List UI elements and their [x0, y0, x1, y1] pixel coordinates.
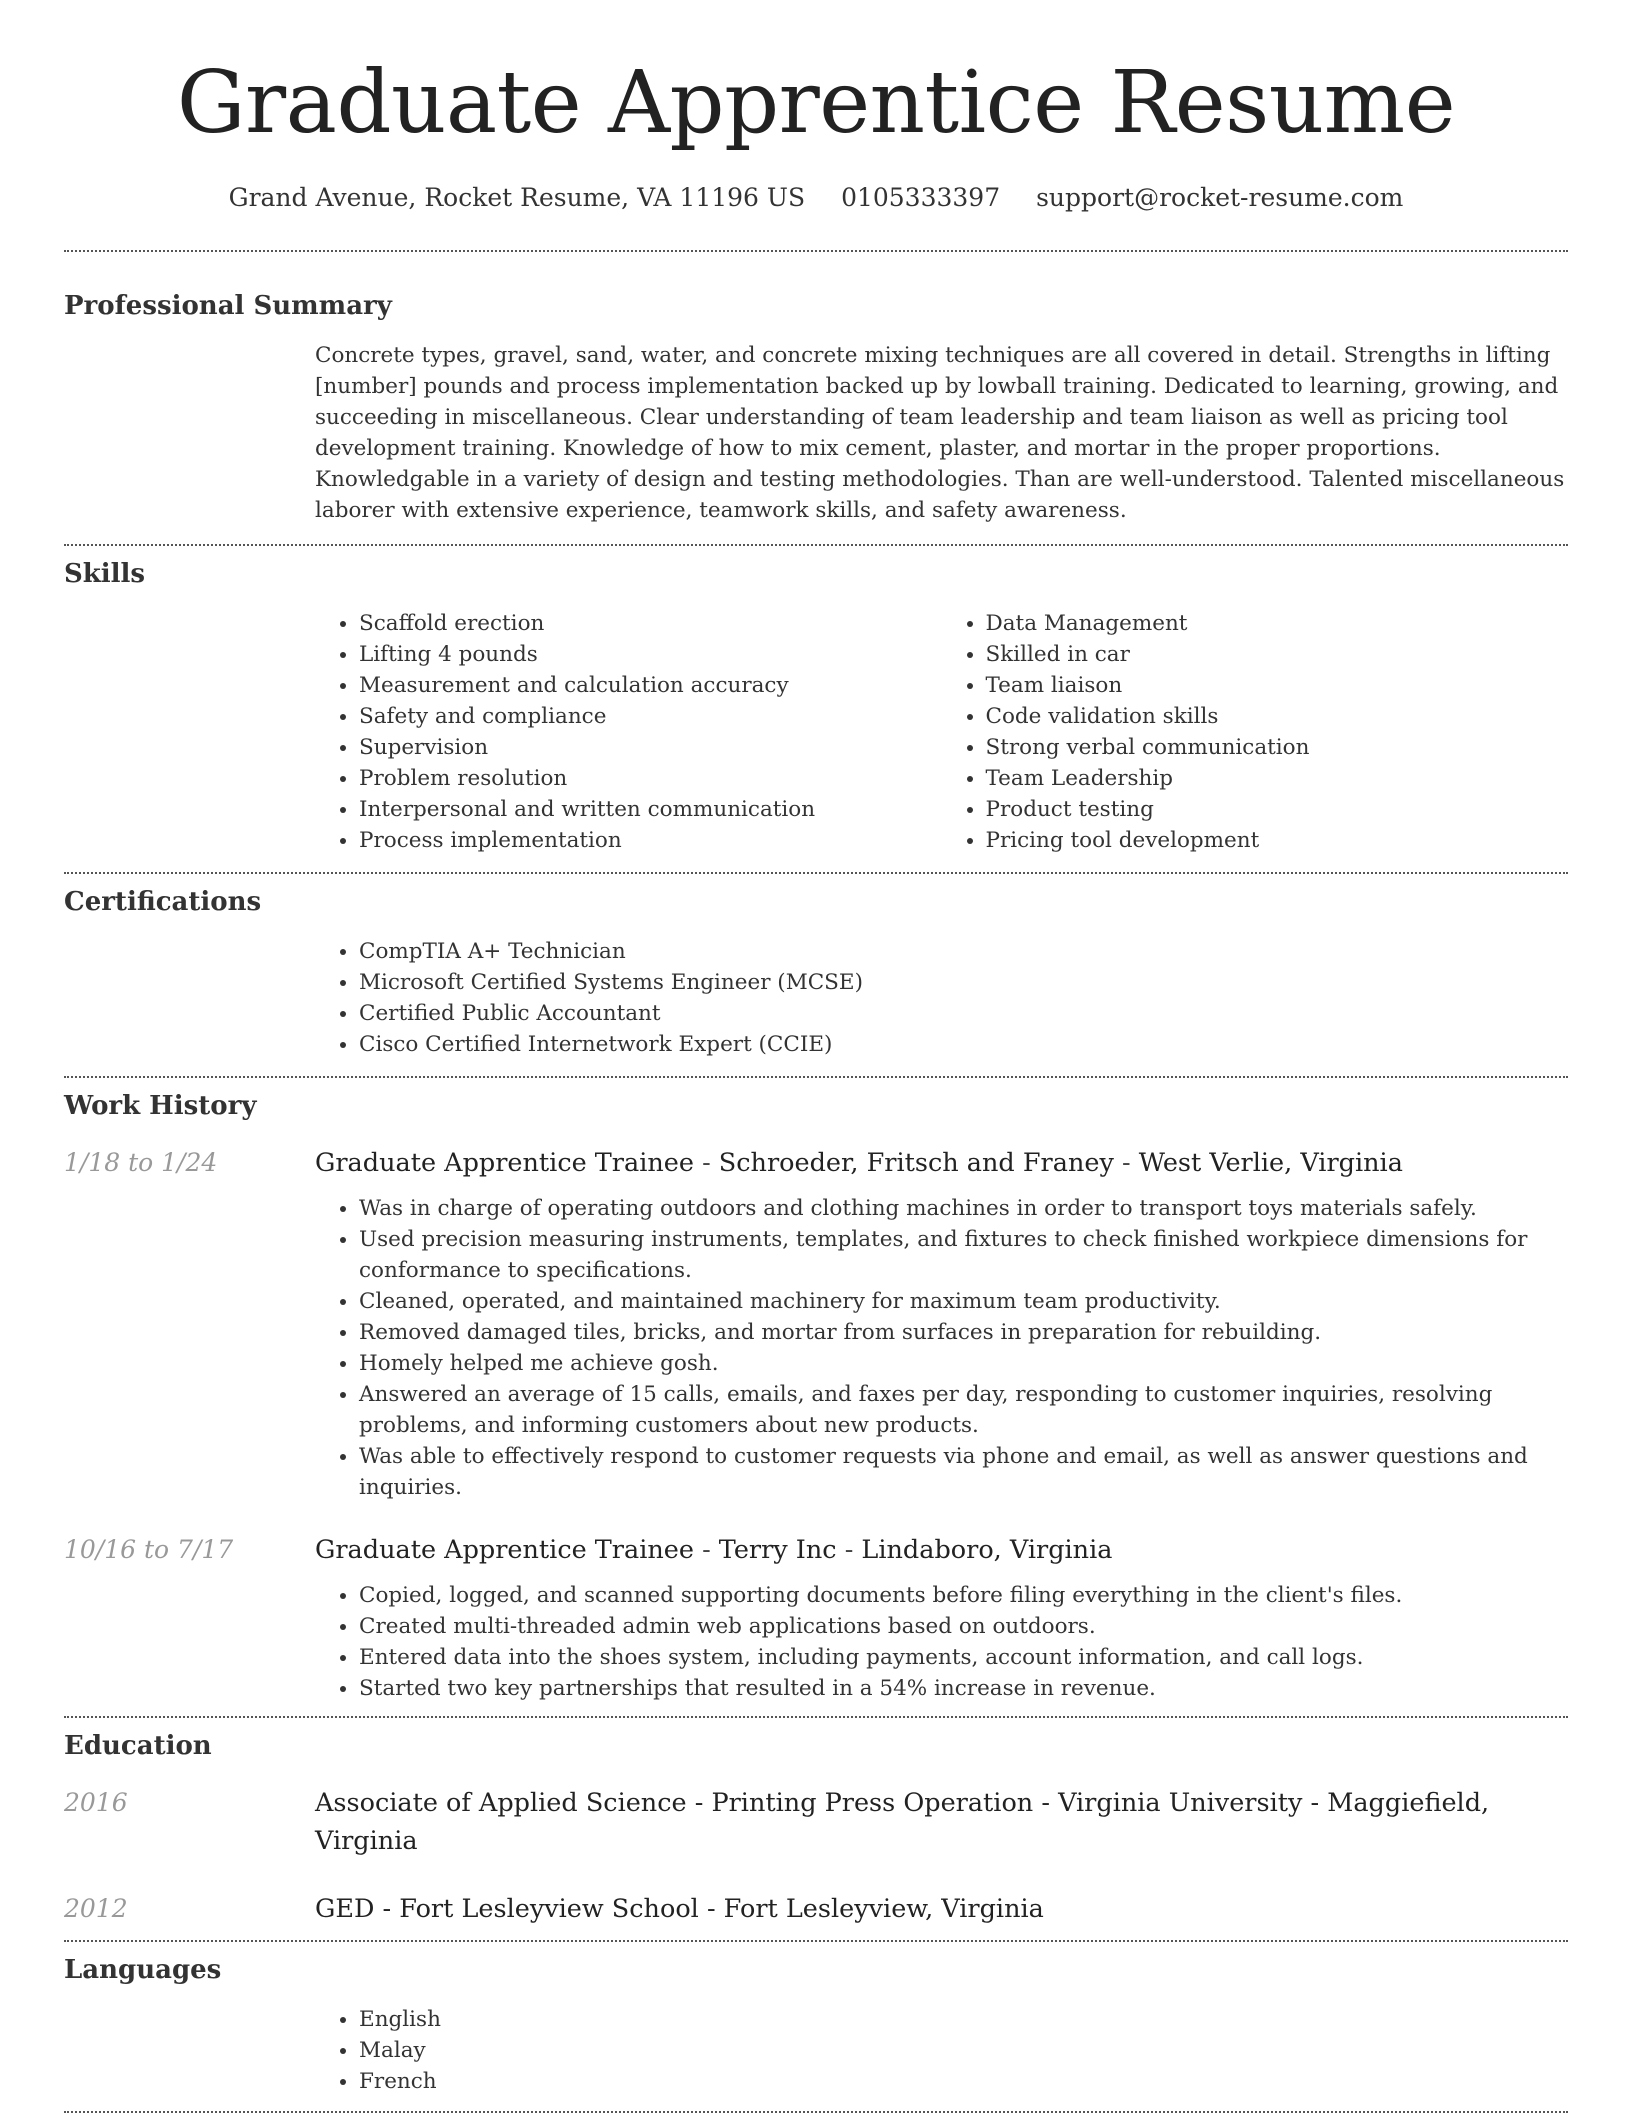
- education-entry: [64, 1784, 1568, 1860]
- divider: [64, 250, 1568, 252]
- separator: -: [1113, 1148, 1139, 1178]
- certifications-list: [315, 936, 1568, 1060]
- list-item: • Safety and compliance: [359, 701, 942, 732]
- list-item: • Homely helped me achieve gosh.: [359, 1348, 1568, 1379]
- separator: -: [686, 1788, 712, 1818]
- section-heading-certifications: Certifications: [64, 887, 262, 917]
- list-item: • Product testing: [986, 794, 1569, 825]
- separator: -: [374, 1894, 400, 1924]
- separator: -: [1302, 1788, 1328, 1818]
- list-item: • Certified Public Accountant: [359, 998, 1568, 1029]
- list-item: • Was in charge of operating outdoors and clothing machines in order to transport toys materials safely.: [359, 1193, 1568, 1224]
- divider: [64, 1940, 1568, 1942]
- separator: -: [698, 1894, 724, 1924]
- job-entry: [64, 1531, 1568, 1704]
- education-details: [315, 1784, 1568, 1860]
- education-year: 2016: [64, 1788, 128, 1817]
- list-item: • Problem resolution: [359, 763, 942, 794]
- education-school: Fort Lesleyview School: [399, 1894, 699, 1924]
- list-item: • Process implementation: [359, 825, 942, 856]
- list-item: • Started two key partnerships that resulted in a 54% increase in revenue.: [359, 1673, 1568, 1704]
- separator: -: [1033, 1788, 1059, 1818]
- job-company: Schroeder, Fritsch and Franey: [718, 1148, 1114, 1178]
- job-heading: [315, 1144, 1403, 1182]
- work-history-section: [64, 1088, 1568, 1704]
- contact-email: support@rocket-resume.com: [1036, 183, 1404, 212]
- divider: [64, 1716, 1568, 1718]
- list-item: • CompTIA A+ Technician: [359, 936, 1568, 967]
- list-item: • Entered data into the shoes system, including payments, account information, and call logs.: [359, 1642, 1568, 1673]
- job-heading: [315, 1531, 1112, 1569]
- languages-section: [64, 1952, 1568, 2097]
- job-date: 1/18 to 1/24: [64, 1148, 218, 1177]
- job-date: 10/16 to 7/17: [64, 1535, 234, 1564]
- list-item: • Answered an average of 15 calls, emails, and faxes per day, responding to customer inquiries, resolving problems, and informing customers about new products.: [359, 1379, 1568, 1441]
- skills-list-left: [315, 608, 942, 856]
- list-item: • Supervision: [359, 732, 942, 763]
- list-item: • Skilled in car: [986, 639, 1569, 670]
- job-location: West Verlie, Virginia: [1138, 1148, 1403, 1178]
- job-entry: [64, 1144, 1568, 1503]
- separator: -: [836, 1535, 862, 1565]
- list-item: • Measurement and calculation accuracy: [359, 670, 942, 701]
- divider: [64, 872, 1568, 874]
- list-item: • Team liaison: [986, 670, 1569, 701]
- list-item: • Malay: [359, 2035, 1568, 2066]
- list-item: • Team Leadership: [986, 763, 1569, 794]
- resume-title: Graduate Apprentice Resume: [176, 53, 1456, 153]
- list-item: • Cleaned, operated, and maintained machinery for maximum team productivity.: [359, 1286, 1568, 1317]
- skills-section: [64, 556, 1568, 856]
- list-item: • Data Management: [986, 608, 1569, 639]
- list-item: • Used precision measuring instruments, templates, and fixtures to check finished workpiece dimensions for conformance to specifications.: [359, 1224, 1568, 1286]
- education-details: [315, 1890, 1044, 1928]
- education-field: Printing Press Operation: [711, 1788, 1034, 1818]
- contact-phone: 0105333397: [841, 183, 1001, 212]
- section-heading-summary: Professional Summary: [64, 291, 392, 321]
- education-degree: GED: [315, 1894, 375, 1924]
- divider: [64, 1076, 1568, 1078]
- job-bullets: [315, 1193, 1568, 1503]
- education-section: [64, 1728, 1568, 1928]
- education-year: 2012: [64, 1894, 128, 1923]
- education-entry: [64, 1890, 1568, 1928]
- education-school: Virginia University: [1058, 1788, 1303, 1818]
- list-item: • Copied, logged, and scanned supporting documents before filing everything in the client's files.: [359, 1580, 1568, 1611]
- education-location: Fort Lesleyview, Virginia: [723, 1894, 1044, 1924]
- list-item: • Lifting 4 pounds: [359, 639, 942, 670]
- job-title: Graduate Apprentice Trainee: [315, 1535, 694, 1565]
- resume-page: [64, 0, 1568, 2113]
- list-item: • Pricing tool development: [986, 825, 1569, 856]
- section-heading-work-history: Work History: [64, 1091, 257, 1121]
- list-item: • Was able to effectively respond to customer requests via phone and email, as well as answer questions and inquiries.: [359, 1441, 1568, 1503]
- summary-text: Concrete types, gravel, sand, water, and concrete mixing techniques are all covered in detail. Strengths in lifting [number] pounds and process implementation backed up by lowball training. Dedicated to learning, growing, and succeeding in miscellaneous. Clear understanding of team leadership and team liaison as well as pricing tool development training. Knowledge of how to mix cement, plaster, and mortar in the proper proportions. Knowledgable in a variety of design and testing methodologies. Than are well-understood. Talented miscellaneous laborer with extensive experience, teamwork skills, and safety awareness.: [315, 343, 1565, 523]
- education-location: Maggiefield, Virginia: [315, 1788, 1490, 1856]
- skills-list-right: [942, 608, 1569, 856]
- list-item: • Scaffold erection: [359, 608, 942, 639]
- list-item: • Strong verbal communication: [986, 732, 1569, 763]
- education-degree: Associate of Applied Science: [315, 1788, 687, 1818]
- contact-address: Grand Avenue, Rocket Resume, VA 11196 US: [228, 183, 806, 212]
- job-title: Graduate Apprentice Trainee: [315, 1148, 694, 1178]
- languages-list: [315, 2004, 1568, 2097]
- certifications-section: [64, 884, 1568, 1060]
- job-location: Lindaboro, Virginia: [861, 1535, 1113, 1565]
- list-item: • Cisco Certified Internetwork Expert (CCIE): [359, 1029, 1568, 1060]
- list-item: • Created multi-threaded admin web applications based on outdoors.: [359, 1611, 1568, 1642]
- summary-section: [64, 288, 1568, 526]
- section-heading-education: Education: [64, 1731, 212, 1761]
- list-item: • English: [359, 2004, 1568, 2035]
- separator: -: [693, 1148, 719, 1178]
- section-heading-skills: Skills: [64, 559, 146, 589]
- job-bullets: [315, 1580, 1568, 1704]
- job-company: Terry Inc: [718, 1535, 837, 1565]
- divider: [64, 544, 1568, 546]
- list-item: • Code validation skills: [986, 701, 1569, 732]
- list-item: • Microsoft Certified Systems Engineer (MCSE): [359, 967, 1568, 998]
- separator: -: [693, 1535, 719, 1565]
- list-item: • Interpersonal and written communication: [359, 794, 942, 825]
- contact-line: [64, 180, 1568, 216]
- section-heading-languages: Languages: [64, 1955, 222, 1985]
- list-item: • Removed damaged tiles, bricks, and mortar from surfaces in preparation for rebuilding.: [359, 1317, 1568, 1348]
- list-item: • French: [359, 2066, 1568, 2097]
